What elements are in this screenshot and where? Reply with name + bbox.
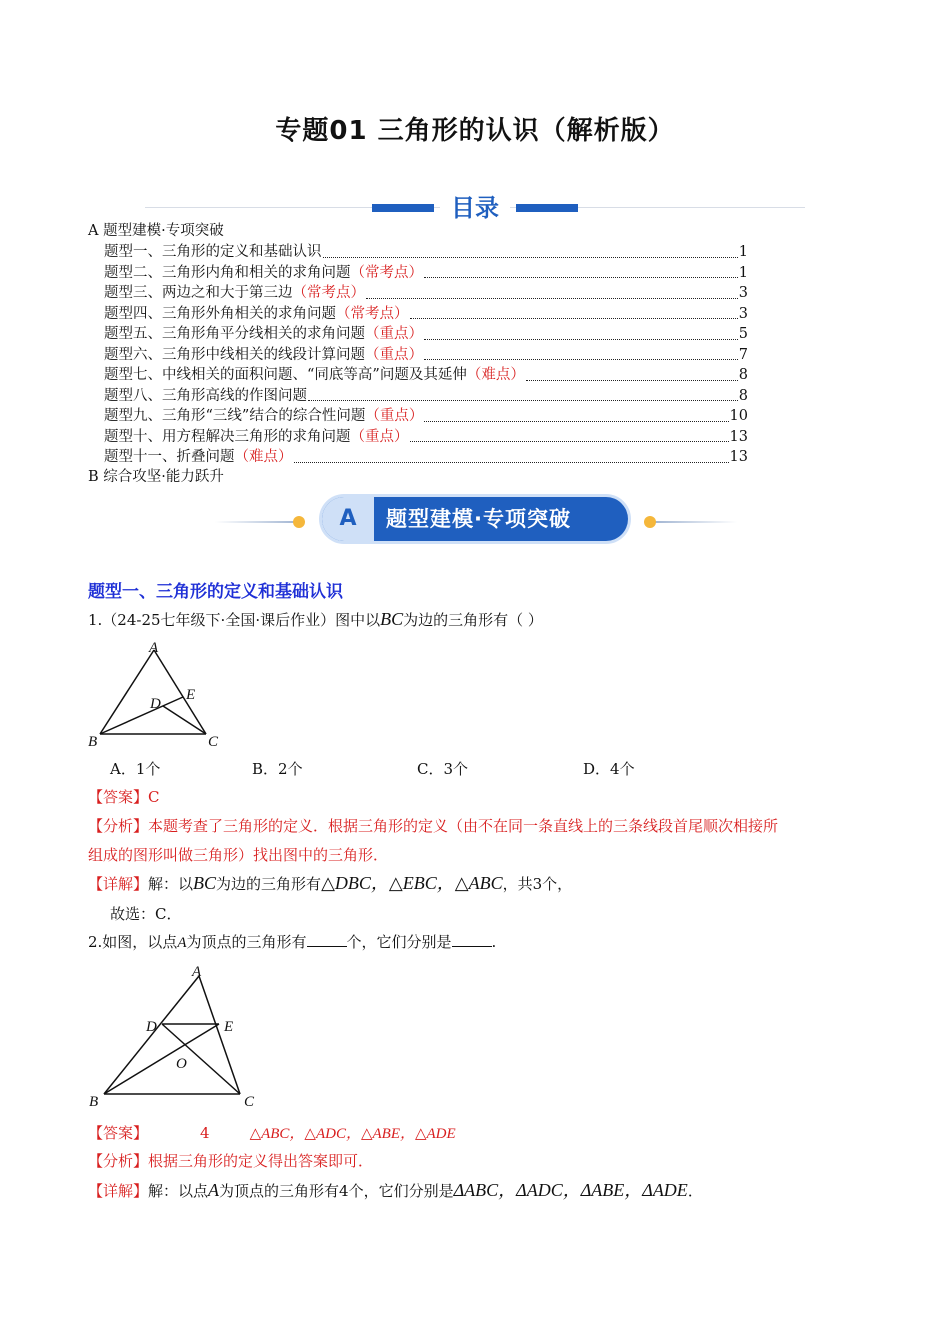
q1-detail-mid: 为边的三角形有	[216, 875, 322, 893]
q2-answer-triangles: △ABC，△ADC，△ABE，△ADE	[249, 1126, 456, 1142]
toc-item-title: 题型六、三角形中线相关的线段计算问题	[104, 346, 365, 363]
toc-item[interactable]	[104, 447, 748, 468]
toc-item-page: 5	[738, 326, 748, 342]
toc-item-tag: （常考点）	[292, 285, 365, 301]
q2-detail-triangles: ΔABC，ΔADC，ΔABE，ΔADE	[453, 1180, 688, 1200]
q2-point: A	[177, 935, 187, 951]
q1-bc: BC	[380, 609, 404, 629]
q2-detail-prefix: 解：以点	[148, 1182, 209, 1200]
q2-label-d: D	[146, 1019, 157, 1035]
q2-mid2: 个，它们分别是	[346, 933, 452, 951]
q1-label-b: B	[88, 734, 98, 750]
banner-dot-right	[644, 516, 656, 528]
toc-item-title: 题型四、三角形外角相关的求角问题	[104, 305, 336, 322]
toc-item-leader	[424, 420, 728, 422]
q1-prefix: 1.（24-25七年级下·全国·课后作业）图中以	[88, 611, 381, 629]
q2-analysis-text: 根据三角形的定义得出答案即可．	[148, 1152, 374, 1170]
q2-detail-label: 【详解】	[88, 1182, 149, 1200]
toc-item-tag: （难点）	[466, 367, 525, 383]
section-heading: 题型一、三角形的定义和基础认识	[88, 582, 343, 602]
toc-item-leader	[366, 297, 738, 299]
q1-answer-label: 【答案】	[88, 788, 149, 806]
toc-item-leader	[424, 276, 738, 278]
toc-item-leader	[410, 317, 738, 319]
q2-label-o: O	[176, 1056, 187, 1072]
section-banner	[322, 497, 628, 541]
q2-blank-1[interactable]	[307, 932, 347, 947]
q2-edge-ab	[104, 976, 199, 1094]
toc-item-page: 3	[738, 305, 748, 322]
toc-item-tag: （难点）	[234, 449, 293, 465]
q1-figure	[84, 636, 234, 752]
toc-item-leader	[323, 256, 738, 258]
toc-item-title: 题型一、三角形的定义和基础认识	[104, 244, 322, 260]
q2-detail-end: ．	[687, 1182, 703, 1200]
toc-item-leader	[424, 358, 738, 360]
toc-item-title: 题型五、三角形角平分线相关的求角问题	[104, 326, 365, 342]
q1-label-e: E	[186, 687, 196, 703]
toc-item-tag: （常考点）	[336, 305, 409, 322]
q1-suffix: 为边的三角形有（ ）	[403, 611, 543, 629]
q1-detail	[88, 872, 572, 895]
q2-detail	[88, 1179, 703, 1202]
q1-analysis-line1: 本题考查了三角形的定义．根据三角形的定义（由不在同一条直线上的三条线段首尾顺次相接所	[148, 817, 779, 835]
q1-option-c[interactable]: C．3个	[417, 760, 469, 778]
toc-item-title: 题型八、三角形高线的作图问题	[104, 387, 307, 404]
toc-item-title: 题型九、三角形“三线”结合的综合性问题	[104, 408, 366, 424]
q1-option-b[interactable]: B．2个	[252, 760, 303, 778]
toc-item-leader	[294, 461, 729, 463]
toc-item-title: 题型三、两边之和大于第三边	[104, 285, 293, 301]
q2-answer-count: 4	[200, 1124, 210, 1142]
q1-detail-suffix: ，共3个，	[502, 875, 573, 893]
toc-section-b[interactable]: B 综合攻坚·能力跃升	[88, 469, 224, 485]
q2-detail-point: A	[208, 1180, 220, 1200]
q1-analysis	[88, 815, 778, 837]
toc-item-tag: （重点）	[365, 326, 423, 342]
toc-item-tag: （常考点）	[350, 264, 423, 281]
toc-item[interactable]	[104, 263, 748, 284]
q1-edge-ac	[154, 650, 206, 734]
toc-item[interactable]	[104, 427, 748, 448]
page-title: 专题01 三角形的认识（解析版）	[275, 116, 675, 146]
q2-end: .	[491, 933, 497, 951]
toc-item-page: 1	[738, 244, 748, 260]
q1-detail-bc: BC	[193, 873, 217, 893]
q2-stem	[88, 931, 496, 954]
toc-heading: 目录	[451, 194, 499, 222]
q1-label-a: A	[149, 640, 159, 656]
toc-item-title: 题型二、三角形内角和相关的求角问题	[104, 264, 351, 281]
toc-item-title: 题型七、中线相关的面积问题、“同底等高”问题及其延伸	[104, 367, 467, 383]
q1-answer-value: C	[148, 788, 160, 806]
toc-item[interactable]	[104, 242, 748, 263]
toc-item-leader	[424, 338, 738, 340]
q1-label-c: C	[208, 734, 219, 750]
q2-figure	[84, 960, 264, 1116]
banner-letter: A	[322, 497, 374, 541]
toc-item-leader	[308, 399, 738, 401]
toc-item-tag: （重点）	[365, 346, 423, 363]
toc-item-page: 3	[738, 285, 748, 301]
q1-analysis-line2: 组成的图形叫做三角形）找出图中的三角形．	[88, 846, 389, 864]
toc-item-page: 10	[729, 408, 748, 424]
toc-item-page: 13	[729, 449, 748, 465]
toc-section-a[interactable]: A 题型建模·专项突破	[88, 223, 224, 239]
toc-item[interactable]	[104, 406, 748, 427]
toc-bar-right	[516, 204, 578, 212]
q2-analysis-label: 【分析】	[88, 1152, 149, 1170]
banner-dot-left	[293, 516, 305, 528]
q1-stem	[88, 608, 543, 631]
toc-item-page: 8	[738, 387, 748, 404]
q1-answer	[88, 786, 160, 808]
q1-analysis-label: 【分析】	[88, 817, 149, 835]
toc-item-page: 1	[738, 264, 748, 281]
q2-label-b: B	[89, 1094, 99, 1110]
toc-item-title: 题型十、用方程解决三角形的求角问题	[104, 428, 351, 445]
banner-line-left	[215, 521, 300, 523]
q2-answer-label: 【答案】	[88, 1124, 149, 1142]
toc-item-page: 7	[738, 346, 748, 363]
q2-answer	[88, 1122, 456, 1145]
banner-text: 题型建模·专项突破	[386, 507, 571, 531]
toc-bar-left	[372, 204, 434, 212]
q1-choice: 故选：C．	[110, 905, 182, 923]
toc-item-page: 13	[729, 428, 748, 445]
toc-item-tag: （重点）	[365, 408, 424, 424]
toc-item-title: 题型十一、折叠问题	[104, 449, 235, 465]
q1-detail-label: 【详解】	[88, 875, 149, 893]
q1-label-d: D	[150, 696, 161, 712]
banner-line-right	[652, 521, 737, 523]
q2-label-c: C	[244, 1094, 255, 1110]
q1-detail-prefix: 解：以	[148, 875, 194, 893]
toc-item[interactable]	[104, 324, 748, 345]
q2-label-a: A	[192, 964, 202, 980]
q2-label-e: E	[224, 1019, 234, 1035]
q2-analysis	[88, 1150, 373, 1172]
q2-blank-2[interactable]	[452, 932, 492, 947]
toc-item-leader	[526, 379, 738, 381]
q2-prefix: 2.如图，以点	[88, 933, 178, 951]
toc-item-page: 8	[738, 367, 748, 383]
q1-option-a[interactable]: A．1个	[110, 760, 161, 778]
q1-detail-triangles: △DBC，△EBC，△ABC	[321, 873, 503, 893]
toc-item-leader	[410, 440, 729, 442]
toc-item-tag: （重点）	[350, 428, 409, 445]
toc-item[interactable]	[104, 365, 748, 386]
toc-item[interactable]	[104, 345, 748, 366]
toc-item[interactable]	[104, 386, 748, 407]
q1-option-d[interactable]: D．4个	[583, 760, 635, 778]
toc-item[interactable]	[104, 304, 748, 325]
q1-edge-cd	[163, 706, 206, 734]
toc-item[interactable]	[104, 283, 748, 304]
q2-detail-mid: 为顶点的三角形有4个，它们分别是	[219, 1182, 454, 1200]
q2-mid: 为顶点的三角形有	[186, 933, 307, 951]
